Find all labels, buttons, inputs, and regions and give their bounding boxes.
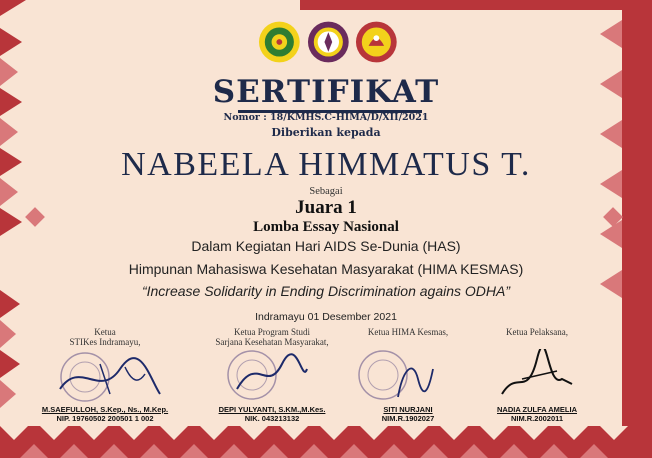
given-to-label: Diberikan kepada [271, 126, 381, 139]
signatory-name: SITI NURJANI [383, 405, 433, 414]
certificate-title: SERTIFIKAT [212, 74, 440, 110]
signatory-id: NIM.R.2002011 [510, 414, 564, 423]
logo-row [258, 20, 398, 70]
signatory-name: DEPI YULYANTI, S.KM.,M.Kes. [218, 405, 326, 414]
signatory-2 [202, 327, 342, 423]
signature-stamp [467, 349, 607, 405]
signatory-id: NIK. 043213132 [244, 414, 300, 423]
signatory-role: Ketua Pelaksana, [506, 327, 568, 337]
signatory-3 [338, 327, 478, 423]
theme-line: “Increase Solidarity in Ending Discrimination agains ODHA” [141, 283, 511, 299]
signatory-4 [467, 327, 607, 423]
recipient-name: NABEELA HIMMATUS T. [121, 146, 531, 183]
signatory-1 [35, 327, 175, 423]
place-date: Indramayu 01 Desember 2021 [255, 311, 397, 323]
signatory-id: NIP. 19760502 200501 1 002 [56, 414, 154, 423]
organizer-line: Himpunan Mahasiswa Kesehatan Masyarakat (HIMA KESMAS) [128, 261, 524, 277]
signatory-id: NIM.R.1902027 [381, 414, 435, 423]
hima-logo [355, 20, 398, 64]
award-title: Juara 1 [295, 197, 357, 218]
certificate-number: Nomor : 18/KMHS.C-HIMA/D/XII/2021 [223, 112, 429, 123]
signatory-name: NADIA ZULFA AMELIA [497, 405, 577, 414]
signature-stamp [35, 349, 175, 405]
as-label: Sebagai [309, 186, 343, 197]
faculty-logo [307, 20, 350, 64]
event-line: Dalam Kegiatan Hari AIDS Se-Dunia (HAS) [191, 238, 461, 254]
signature-stamp [338, 349, 478, 405]
signatory-role: Ketua HIMA Kesmas, [367, 327, 449, 337]
competition-name: Lomba Essay Nasional [253, 219, 399, 235]
signatory-role: Ketua STIKes Indramayu, [69, 327, 141, 347]
university-logo [258, 20, 301, 64]
signature-stamp [202, 349, 342, 405]
signatory-name: M.SAEFULLOH, S.Kep., Ns., M.Kep. [41, 405, 169, 414]
signatory-role: Ketua Program Studi Sarjana Kesehatan Masyarakat, [215, 327, 329, 347]
